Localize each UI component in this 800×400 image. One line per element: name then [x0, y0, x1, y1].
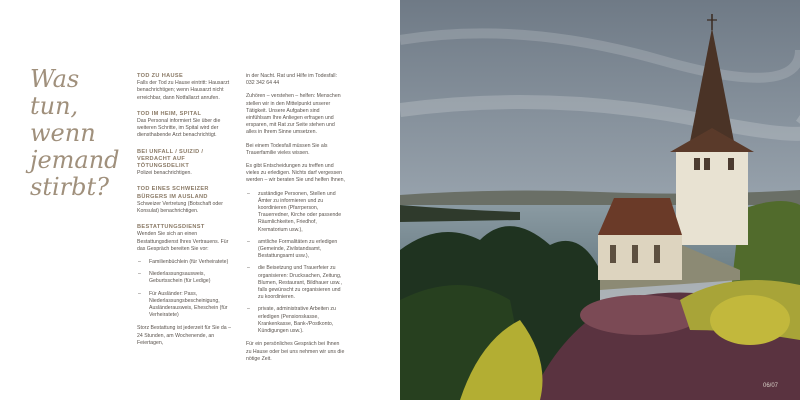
section-ausland — [137, 186, 237, 215]
list-item: – Für Ausländer: Pass, Niederlassungsbescheinigung, Ausländerausweis, Eheschein (für Verheiratete) — [137, 291, 237, 320]
body-text: Zuhören – verstehen – helfen: Menschen stellen wir in den Mittelpunkt unserer Tätigkeit. Unsere Aufgaben sind einfühlsam Ihre Anliegen erfragen und ersparen, mit Rat zur Seite stehen und alles in Ihrem Sinne umsetzen. — [246, 93, 341, 136]
text-column-1 — [137, 73, 237, 356]
section-tod-zu-hause — [137, 73, 237, 102]
section-text: Schweizer Vertretung (Botschaft oder Konsulat) benachrichtigen. — [137, 200, 223, 215]
body-text: Es gibt Entscheidungen zu treffen und vieles zu erledigen. Nichts darf vergessen werden – wir beraten Sie und helfen Ihnen, — [246, 163, 345, 184]
section-text: Storz Bestattung ist jederzeit für Sie da – 24 Stunden, am Wochenende, an Feiertagen, — [137, 325, 232, 346]
list-item: – amtliche Formalitäten zu erledigen (Gemeinde, Zivilstandsamt, Bestattungsamt usw.), — [246, 239, 346, 261]
contact-text: in der Nacht. Rat und Hilfe im Todesfall: 032 342 64 44 — [246, 73, 338, 87]
section-heading: BESTATTUNGSDIENST — [137, 224, 205, 231]
section-unfall — [137, 149, 237, 178]
section-text: Falls der Tod zu Hause eintritt: Hausarzt benachrichtigen; wenn Hausarzt nicht erreichbar, dann Notfallarzt anrufen. — [137, 80, 230, 101]
text-column-2 — [246, 73, 346, 369]
page-number: 06/07 — [762, 383, 778, 389]
section-tod-im-heim — [137, 111, 237, 140]
list-item: – Familienbüchlein (für Verheiratete) — [137, 259, 237, 266]
section-heading: TOD ZU HAUSE — [137, 73, 184, 79]
list-item: – private, administrative Arbeiten zu erledigen (Pensionskasse, Krankenkasse, Bank-/Postkonto, Kündigungen usw.). — [246, 306, 346, 335]
section-text: Wenden Sie sich an einen Bestattungsdienst Ihres Vertrauens. Für das Gespräch bereiten Sie vor: — [137, 231, 229, 252]
service-list — [246, 191, 346, 336]
page-title: Was tun, wenn jemand stirbt? — [30, 65, 120, 201]
section-heading: BEI UNFALL / SUIZID / VERDACHT AUF TÖTUNGSDELIKT — [137, 148, 204, 170]
section-text: Polizei benachrichtigen. — [137, 170, 192, 177]
list-item: – zuständige Personen, Stellen und Ämter zu informieren und zu koordinieren (Pfarrperson, Trauerredner, Kirche oder passende Räumlichkeiten, Friedhof, Krematorium usw.), — [246, 191, 346, 234]
body-text: Bei einem Todesfall müssen Sie als Trauerfamilie vieles wissen. — [246, 142, 328, 156]
section-bestattungsdienst — [137, 224, 237, 347]
section-heading: TOD IM HEIM, SPITAL — [137, 110, 202, 117]
list-item: – die Beisetzung und Trauerfeier zu organisieren: Drucksachen, Zeitung, Blumen, Restaurant, Bildhauer usw., falls gewünscht zu organisieren und zu koordinieren. — [246, 265, 346, 301]
landscape-illustration — [400, 0, 800, 400]
document-list — [137, 259, 237, 319]
church-photo — [400, 0, 800, 400]
body-text: Für ein persönliches Gespräch bei Ihnen zu Hause oder bei uns nehmen wir uns die nötige Zeit. — [246, 341, 345, 362]
section-heading: TOD EINES SCHWEIZER BÜRGERS IM AUSLAND — [137, 186, 209, 200]
section-text: Das Personal informiert Sie über die weiteren Schritte, im Spital wird der diensthabende Arzt benachrichtigt. — [137, 118, 221, 139]
list-item: – Niederlassungsausweis, Geburtsschein (für Ledige) — [137, 271, 237, 285]
